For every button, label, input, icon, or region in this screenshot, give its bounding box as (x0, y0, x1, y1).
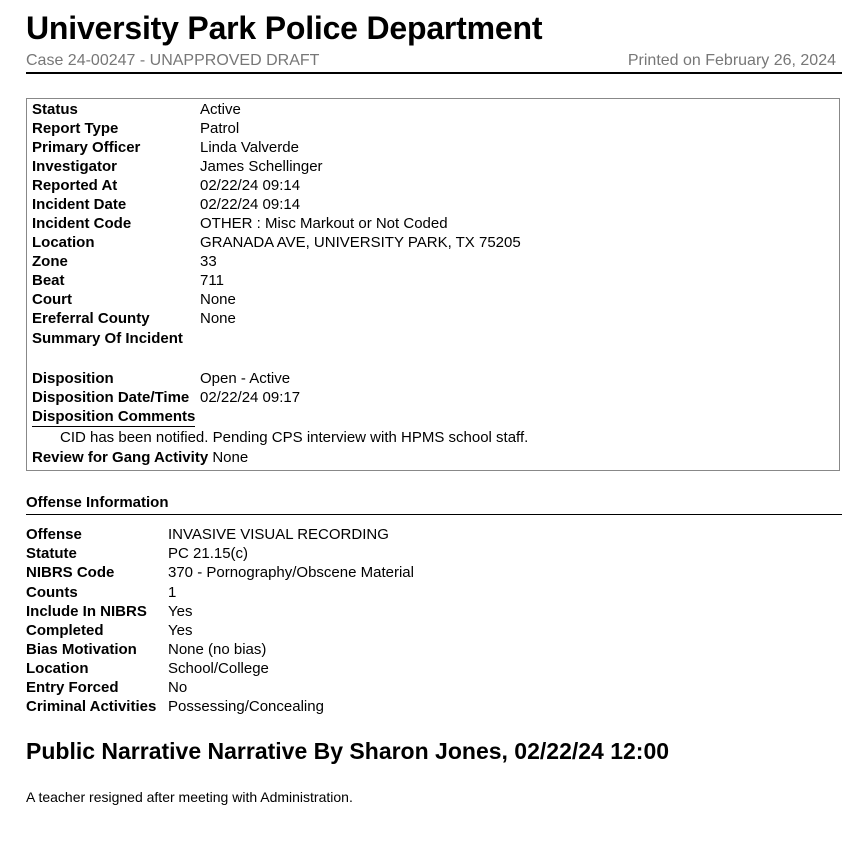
field-value: 02/22/24 09:14 (200, 196, 301, 213)
field-value: School/College (168, 660, 269, 677)
field-label: Statute (26, 545, 77, 562)
case-number: Case 24-00247 - UNAPPROVED DRAFT (26, 52, 320, 69)
field-label: Location (32, 234, 95, 251)
field-label: Include In NIBRS (26, 603, 147, 620)
field-value: Yes (168, 603, 193, 620)
field-value: Possessing/Concealing (168, 698, 324, 715)
field-label: Summary Of Incident (32, 330, 183, 347)
printed-date: Printed on February 26, 2024 (627, 52, 836, 69)
field-value: James Schellinger (200, 158, 323, 175)
field-value: None (212, 449, 249, 466)
field-label: Completed (26, 622, 104, 639)
page-title: University Park Police Department (26, 10, 543, 46)
field-label: Beat (32, 272, 65, 289)
field-label: Bias Motivation (26, 641, 137, 658)
offense-section-heading: Offense Information (26, 494, 842, 515)
field-value: Patrol (200, 120, 240, 137)
field-label: Counts (26, 584, 78, 601)
field-label: Incident Code (32, 215, 132, 232)
disposition-comments-label: Disposition Comments (32, 408, 196, 425)
field-value: 02/22/24 09:17 (200, 389, 301, 406)
field-value: OTHER : Misc Markout or Not Coded (200, 215, 448, 232)
field-label: Reported At (32, 177, 118, 194)
case-subheader (26, 52, 842, 74)
field-label: Location (26, 660, 89, 677)
field-value: None (no bias) (168, 641, 267, 658)
field-value: Active (200, 101, 241, 118)
narrative-text: A teacher resigned after meeting with Administration. (26, 789, 353, 805)
field-label: Status (32, 101, 78, 118)
field-value: GRANADA AVE, UNIVERSITY PARK, TX 75205 (200, 234, 521, 251)
field-label: Disposition Date/Time (32, 389, 190, 406)
field-label: Zone (32, 253, 68, 270)
field-value: No (168, 679, 188, 696)
field-value: 711 (200, 272, 224, 289)
disposition-comments-text: CID has been notified. Pending CPS interview with HPMS school staff. (60, 429, 529, 446)
field-value: Open - Active (200, 370, 291, 387)
field-label: Ereferral County (32, 310, 150, 327)
field-label: Report Type (32, 120, 119, 137)
field-label: NIBRS Code (26, 564, 115, 581)
narrative-title: Public Narrative Narrative By Sharon Jones, 02/22/24 12:00 (26, 738, 670, 764)
field-value: INVASIVE VISUAL RECORDING (168, 526, 389, 543)
field-value: Yes (168, 622, 193, 639)
field-value: None (200, 291, 236, 308)
field-value: PC 21.15(c) (168, 545, 249, 562)
field-label: Investigator (32, 158, 118, 175)
field-value: Linda Valverde (200, 139, 299, 156)
field-value: 1 (168, 584, 177, 601)
field-gang-review (32, 449, 248, 466)
field-label: Disposition (32, 370, 114, 387)
field-label: Court (32, 291, 72, 308)
field-label: Entry Forced (26, 679, 119, 696)
field-label: Primary Officer (32, 139, 141, 156)
field-value: None (200, 310, 236, 327)
field-value: 02/22/24 09:14 (200, 177, 301, 194)
field-value: 33 (200, 253, 217, 270)
field-label: Criminal Activities (26, 698, 157, 715)
field-label: Incident Date (32, 196, 127, 213)
case-summary-box (26, 98, 840, 471)
field-label: Review for Gang Activity (32, 449, 209, 466)
field-value: 370 - Pornography/Obscene Material (168, 564, 414, 581)
field-label: Offense (26, 526, 82, 543)
